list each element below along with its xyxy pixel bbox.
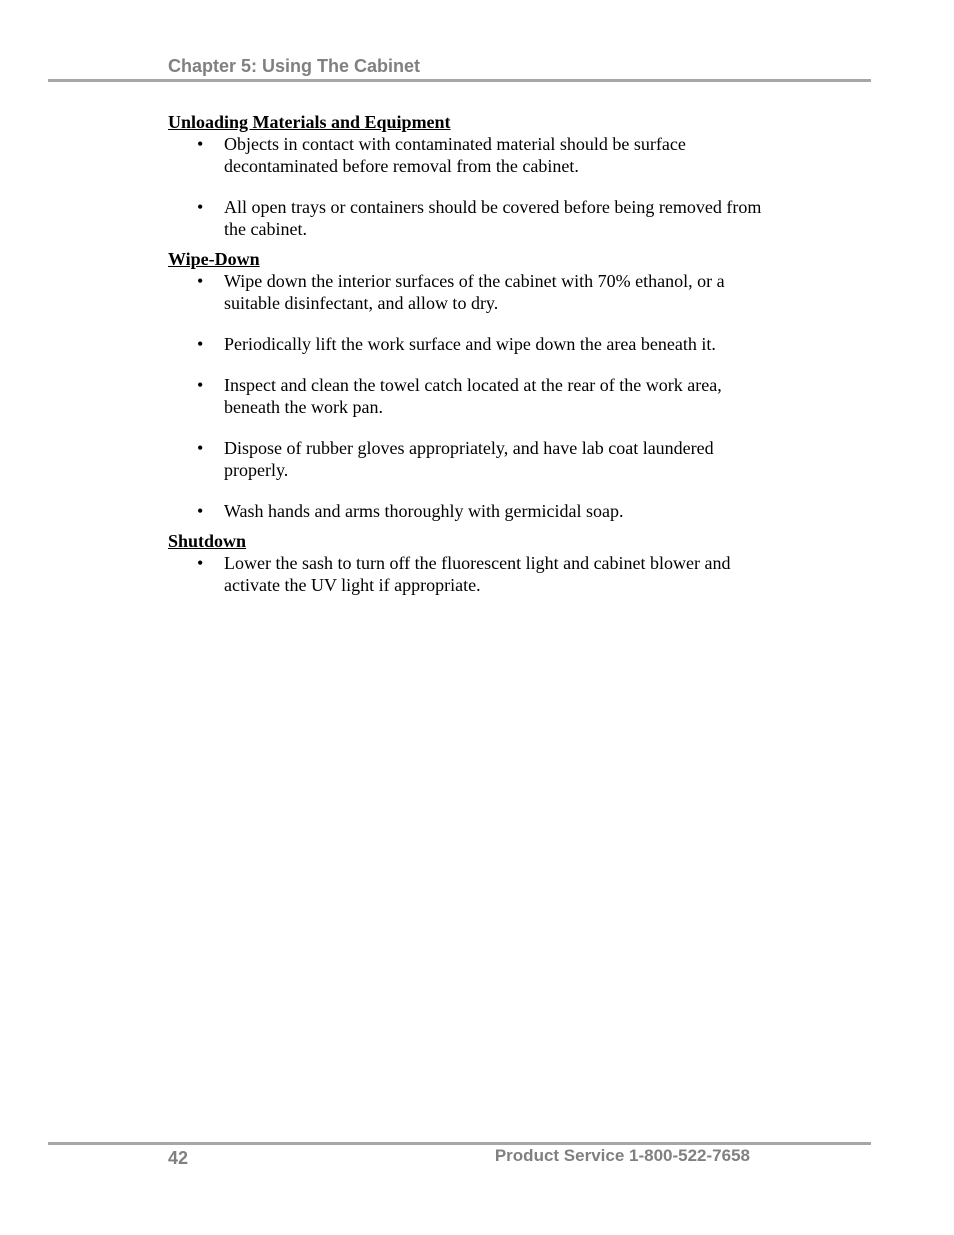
list-item: [168, 552, 764, 596]
wipe-down-list: [168, 270, 768, 522]
unloading-list: [168, 133, 768, 240]
bullet-icon: •: [197, 134, 204, 154]
section-heading-shutdown: Shutdown: [168, 531, 247, 551]
bullet-icon: •: [197, 501, 204, 521]
bullet-icon: •: [197, 553, 204, 573]
bullet-icon: •: [197, 375, 204, 395]
list-item: [168, 270, 764, 314]
chapter-title: Chapter 5: Using The Cabinet: [168, 56, 421, 76]
bullet-icon: •: [197, 438, 204, 458]
bullet-icon: •: [197, 271, 204, 291]
section-heading-unloading: Unloading Materials and Equipment: [168, 112, 451, 132]
page-body: [168, 111, 768, 596]
list-item-text: Objects in contact with contaminated material should be surface decontaminated before removal from the cabinet.: [224, 134, 686, 176]
list-item-text: Lower the sash to turn off the fluorescent light and cabinet blower and activate the UV light if appropriate.: [224, 553, 731, 595]
header-divider: [48, 79, 871, 82]
list-item-text: Wash hands and arms thoroughly with germicidal soap.: [224, 501, 624, 521]
service-phone: Product Service 1-800-522-7658: [494, 1146, 750, 1165]
list-item-text: Wipe down the interior surfaces of the cabinet with 70% ethanol, or a suitable disinfectant, and allow to dry.: [224, 271, 725, 313]
list-item: [168, 333, 764, 355]
list-item-text: Dispose of rubber gloves appropriately, and have lab coat laundered properly.: [224, 438, 714, 480]
footer-divider: [48, 1142, 871, 1145]
bullet-icon: •: [197, 334, 204, 354]
bullet-icon: •: [197, 197, 204, 217]
section-heading-wipe-down: Wipe-Down: [168, 249, 260, 269]
list-item-text: Inspect and clean the towel catch located at the rear of the work area, beneath the work pan.: [224, 375, 722, 417]
list-item: [168, 500, 764, 522]
list-item: [168, 374, 764, 418]
list-item-text: Periodically lift the work surface and wipe down the area beneath it.: [224, 334, 716, 354]
list-item: [168, 437, 764, 481]
list-item: [168, 133, 764, 177]
shutdown-list: [168, 552, 768, 596]
list-item-text: All open trays or containers should be covered before being removed from the cabinet.: [224, 197, 762, 239]
list-item: [168, 196, 764, 240]
page-number: 42: [168, 1148, 189, 1168]
